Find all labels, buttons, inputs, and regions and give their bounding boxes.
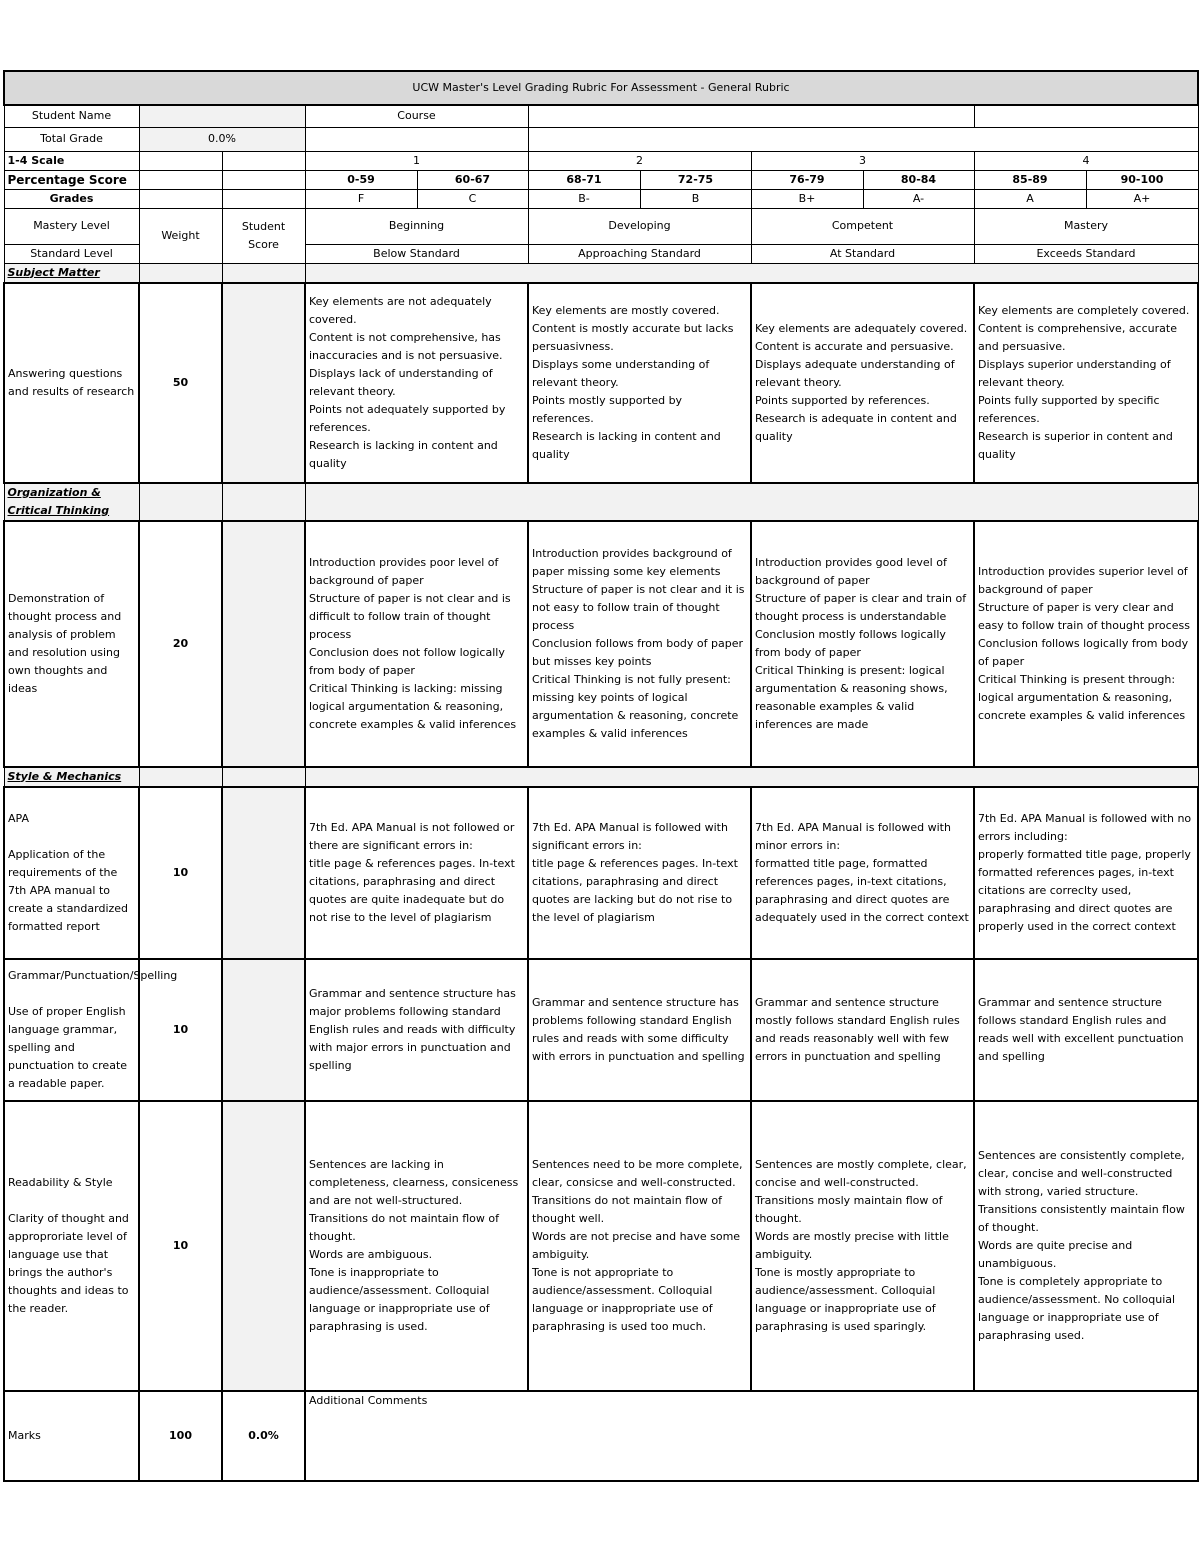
text-line: Research is lacking in content and quality: [532, 429, 721, 461]
criterion-level-beginning: [305, 283, 528, 483]
course-field[interactable]: [528, 105, 974, 127]
text-line: 7th Ed. APA Manual is followed with no errors including:: [978, 811, 1192, 843]
criterion-student-score[interactable]: [222, 1101, 305, 1391]
marks-total-score: 0.0%: [222, 1391, 305, 1481]
text-line: Transitions do not maintain flow of thought well.: [532, 1193, 722, 1225]
scale-blank: [222, 151, 305, 170]
text-line: Use of proper English language grammar, spelling and punctuation to create a readable paper.: [8, 1004, 128, 1090]
text-line: Transitions do not maintain flow of thought.: [309, 1211, 499, 1243]
weight-label: Weight: [139, 208, 222, 263]
total-grade-blank-wide: [528, 127, 1198, 151]
criterion-level-competent: [751, 1101, 974, 1391]
text-line: Points fully supported by specific references.: [978, 393, 1160, 425]
text-line: Research is superior in content and quality: [978, 429, 1173, 461]
criterion-level-mastery: [974, 1101, 1198, 1391]
text-line: Sentences are consistently complete, clear, concise and well-constructed with strong, varied structure.: [978, 1148, 1185, 1198]
criterion-level-developing: [528, 283, 751, 483]
text-line: Conclusion does not follow logically from body of paper: [309, 645, 505, 677]
section-blank: [139, 767, 222, 787]
criterion-student-score[interactable]: [222, 787, 305, 959]
grade-letter: A+: [1086, 189, 1198, 208]
criterion-level-beginning: Grammar and sentence structure has major problems following standard English rules and reads with difficulty with major errors in punctuation and spelling: [305, 959, 528, 1101]
course-label: Course: [305, 105, 528, 127]
percentage-score-label: Percentage Score: [4, 170, 139, 189]
text-line: Displays adequate understanding of relevant theory.: [755, 357, 955, 389]
criterion-weight: 20: [139, 521, 222, 767]
criterion-weight: 50: [139, 283, 222, 483]
text-line: Research is adequate in content and quality: [755, 411, 957, 443]
text-line: Research is lacking in content and quality: [309, 438, 498, 470]
text-line: APA: [8, 811, 29, 825]
text-line: Grammar/Punctuation/Spelling: [8, 968, 178, 982]
standard-exceeds: Exceeds Standard: [974, 244, 1198, 263]
student-name-label: Student Name: [4, 105, 139, 127]
text-line: Organization &: [7, 485, 101, 499]
scale-label: 1-4 Scale: [4, 151, 139, 170]
section-blank: [139, 263, 222, 283]
text-line: Critical Thinking is present: logical argumentation & reasoning shows, reasonable examples & valid inferences are made: [755, 663, 948, 731]
mastery-developing: Developing: [528, 208, 751, 244]
additional-comments-box[interactable]: [305, 1391, 1198, 1481]
text-line: Conclusion mostly follows logically from body of paper: [755, 627, 946, 659]
text-line: Readability & Style: [8, 1175, 113, 1189]
section-blank: [139, 483, 222, 521]
grade-letter: B+: [751, 189, 863, 208]
percentage-range: 85-89: [974, 170, 1086, 189]
text-line: Tone is completely appropriate to audience/assessment. No colloquial language or inappropriate use of paraphrasing used.: [978, 1274, 1176, 1342]
text-line: Application of the requirements of the 7th APA manual to create a standardized formatted report: [8, 847, 129, 933]
total-grade-blank: [305, 127, 528, 151]
standard-at: At Standard: [751, 244, 974, 263]
text-line: Key elements are not adequately covered.: [309, 294, 492, 326]
text-line: Sentences are mostly complete, clear, concise and well-constructed.: [755, 1157, 967, 1189]
text-line: Critical Thinking is not fully present: missing key points of logical argumentation & reasoning, concrete examples & valid inferences: [532, 672, 739, 740]
total-grade-value: 0.0%: [139, 127, 305, 151]
student-score-label: Student Score: [222, 208, 305, 263]
text-line: Points supported by references.: [755, 393, 930, 407]
text-line: Displays some understanding of relevant theory.: [532, 357, 710, 389]
mastery-level-label: Mastery Level: [4, 208, 139, 244]
criterion-level-beginning: [305, 787, 528, 959]
criterion-student-score[interactable]: [222, 959, 305, 1101]
criterion-level-developing: [528, 521, 751, 767]
text-line: Introduction provides background of paper missing some key elements: [532, 546, 732, 578]
text-line: Words are quite precise and unambiguous.: [978, 1238, 1133, 1270]
criterion-name: [4, 1101, 139, 1391]
grade-letter: B: [640, 189, 751, 208]
text-line: Content is comprehensive, accurate and persuasive.: [978, 321, 1177, 353]
section-blank: [222, 263, 305, 283]
grade-letter: A-: [863, 189, 974, 208]
rubric-table: [3, 70, 1199, 1482]
percentage-range: 90-100: [1086, 170, 1198, 189]
text-line: Critical Thinking is lacking: missing logical argumentation & reasoning, concrete examples & valid inferences: [309, 681, 517, 731]
text-line: Displays lack of understanding of relevant theory.: [309, 366, 493, 398]
section-organization: [4, 483, 139, 521]
criterion-name: Answering questions and results of research: [4, 283, 139, 483]
standard-below: Below Standard: [305, 244, 528, 263]
criterion-name: [4, 787, 139, 959]
text-line: Sentences are lacking in completeness, clearness, consiceness and are not well-structured.: [309, 1157, 519, 1207]
percentage-range: 76-79: [751, 170, 863, 189]
mastery-competent: Competent: [751, 208, 974, 244]
text-line: Tone is mostly appropriate to audience/assessment. Colloquial language or inappropriate use of paraphrasing is used sparingly.: [755, 1265, 936, 1333]
section-subject-matter: Subject Matter: [4, 263, 139, 283]
text-line: Transitions consistently maintain flow of thought.: [978, 1202, 1185, 1234]
marks-label: Marks: [4, 1391, 139, 1481]
text-line: Conclusion follows logically from body of paper: [978, 636, 1189, 668]
scale-level-1: 1: [305, 151, 528, 170]
criterion-name: Demonstration of thought process and analysis of problem and resolution using own thoughts and ideas: [4, 521, 139, 767]
percentage-blank: [222, 170, 305, 189]
text-line: Introduction provides superior level of background of paper: [978, 564, 1188, 596]
text-line: Structure of paper is not clear and it is not easy to follow train of thought process: [532, 582, 745, 632]
criterion-level-mastery: [974, 521, 1198, 767]
grades-label: Grades: [4, 189, 139, 208]
text-line: Clarity of thought and approproriate level of language use that brings the author's thoughts and ideas to the reader.: [8, 1211, 129, 1315]
text-line: title page & references pages. In-text citations, paraphrasing and direct quotes are lacking but do not rise to the level of plagiarism: [532, 856, 738, 924]
scale-level-4: 4: [974, 151, 1198, 170]
mastery-beginning: Beginning: [305, 208, 528, 244]
section-blank: [222, 767, 305, 787]
percentage-range: 68-71: [528, 170, 640, 189]
text-line: 7th Ed. APA Manual is followed with significant errors in:: [532, 820, 728, 852]
text-line: Key elements are adequately covered.: [755, 321, 968, 335]
text-line: Points mostly supported by references.: [532, 393, 683, 425]
mastery-mastery: Mastery: [974, 208, 1198, 244]
text-line: 7th Ed. APA Manual is not followed or there are significant errors in:: [309, 820, 515, 852]
text-line: Tone is not appropriate to audience/assessment. Colloquial language or inappropriate use of paraphrasing is used too much.: [532, 1265, 713, 1333]
text-line: Words are not precise and have some ambiguity.: [532, 1229, 741, 1261]
criterion-weight: 10: [139, 787, 222, 959]
section-blank: [222, 483, 305, 521]
rubric-sheet: [3, 70, 1197, 1482]
criterion-level-competent: [751, 283, 974, 483]
text-line: Conclusion follows from body of paper but misses key points: [532, 636, 744, 668]
text-line: Key elements are completely covered.: [978, 303, 1190, 317]
criterion-level-mastery: Grammar and sentence structure follows standard English rules and reads well with excellent punctuation and spelling: [974, 959, 1198, 1101]
standard-approaching: Approaching Standard: [528, 244, 751, 263]
text-line: Words are mostly precise with little ambiguity.: [755, 1229, 949, 1261]
criterion-level-competent: Grammar and sentence structure mostly follows standard English rules and reads reasonably well with few errors in punctuation and spelling: [751, 959, 974, 1101]
text-line: Structure of paper is very clear and easy to follow train of thought process: [978, 600, 1190, 632]
criterion-level-developing: [528, 787, 751, 959]
criterion-level-beginning: [305, 1101, 528, 1391]
text-line: Tone is inappropriate to audience/assessment. Colloquial language or inappropriate use of paraphrasing is used.: [309, 1265, 490, 1333]
text-line: 7th Ed. APA Manual is followed with minor errors in:: [755, 820, 951, 852]
text-line: properly formatted title page, properly formatted references pages, in-text citations are correclty used, paraphrasing and direct quotes are properly used in the correct context: [978, 847, 1191, 933]
text-line: Critical Thinking is present through: logical argumentation & reasoning, concrete examples & valid inferences: [978, 672, 1186, 722]
total-grade-label: Total Grade: [4, 127, 139, 151]
percentage-blank: [139, 170, 222, 189]
section-blank: [305, 767, 1198, 787]
section-style: Style & Mechanics: [4, 767, 139, 787]
percentage-range: 72-75: [640, 170, 751, 189]
criterion-level-mastery: [974, 283, 1198, 483]
standard-level-label: Standard Level: [4, 244, 139, 263]
criterion-level-competent: [751, 521, 974, 767]
section-blank: [305, 483, 1198, 521]
criterion-level-competent: [751, 787, 974, 959]
criterion-weight: 10: [139, 959, 222, 1101]
percentage-range: 60-67: [417, 170, 528, 189]
percentage-range: 0-59: [305, 170, 417, 189]
criterion-level-developing: Grammar and sentence structure has problems following standard English rules and reads with some difficulty with errors in punctuation and spelling: [528, 959, 751, 1101]
scale-level-2: 2: [528, 151, 751, 170]
additional-comments-label: Additional Comments: [309, 1393, 428, 1407]
percentage-range: 80-84: [863, 170, 974, 189]
scale-level-3: 3: [751, 151, 974, 170]
marks-total-weight: 100: [139, 1391, 222, 1481]
section-blank: [305, 263, 1198, 283]
text-line: Words are ambiguous.: [309, 1247, 433, 1261]
text-line: Points not adequately supported by references.: [309, 402, 506, 434]
course-extra-field[interactable]: [974, 105, 1198, 127]
text-line: formatted title page, formatted references pages, in-text citations, paraphrasing and direct quotes are adequately used in the correct context: [755, 856, 969, 924]
text-line: Transitions mosly maintain flow of thought.: [755, 1193, 943, 1225]
text-line: Sentences need to be more complete, clear, consicse and well-constructed.: [532, 1157, 743, 1189]
text-line: Content is accurate and persuasive.: [755, 339, 954, 353]
criterion-level-developing: [528, 1101, 751, 1391]
text-line: Displays superior understanding of relevant theory.: [978, 357, 1171, 389]
text-line: title page & references pages. In-text citations, paraphrasing and direct quotes are quite inadequate but do not rise to the level of plagiarism: [309, 856, 515, 924]
grade-letter: C: [417, 189, 528, 208]
text-line: Content is not comprehensive, has inaccuracies and is not persuasive.: [309, 330, 503, 362]
criterion-name: [4, 959, 178, 1101]
grades-blank: [139, 189, 222, 208]
text-line: Content is mostly accurate but lacks persuasivness.: [532, 321, 734, 353]
grades-blank: [222, 189, 305, 208]
text-line: Structure of paper is not clear and is difficult to follow train of thought process: [309, 591, 511, 641]
criterion-student-score[interactable]: [222, 283, 305, 483]
criterion-student-score[interactable]: [222, 521, 305, 767]
text-line: Introduction provides good level of background of paper: [755, 555, 947, 587]
grade-letter: A: [974, 189, 1086, 208]
criterion-weight: 10: [139, 1101, 222, 1391]
criterion-level-mastery: [974, 787, 1198, 959]
text-line: Structure of paper is clear and train of thought process is understandable: [755, 591, 967, 623]
text-line: Key elements are mostly covered.: [532, 303, 720, 317]
criterion-level-beginning: [305, 521, 528, 767]
text-line: Introduction provides poor level of background of paper: [309, 555, 499, 587]
text-line: Critical Thinking: [7, 503, 110, 517]
student-name-field[interactable]: [139, 105, 305, 127]
grade-letter: B-: [528, 189, 640, 208]
grade-letter: F: [305, 189, 417, 208]
scale-blank: [139, 151, 222, 170]
rubric-title: UCW Master's Level Grading Rubric For Assessment - General Rubric: [4, 71, 1198, 105]
